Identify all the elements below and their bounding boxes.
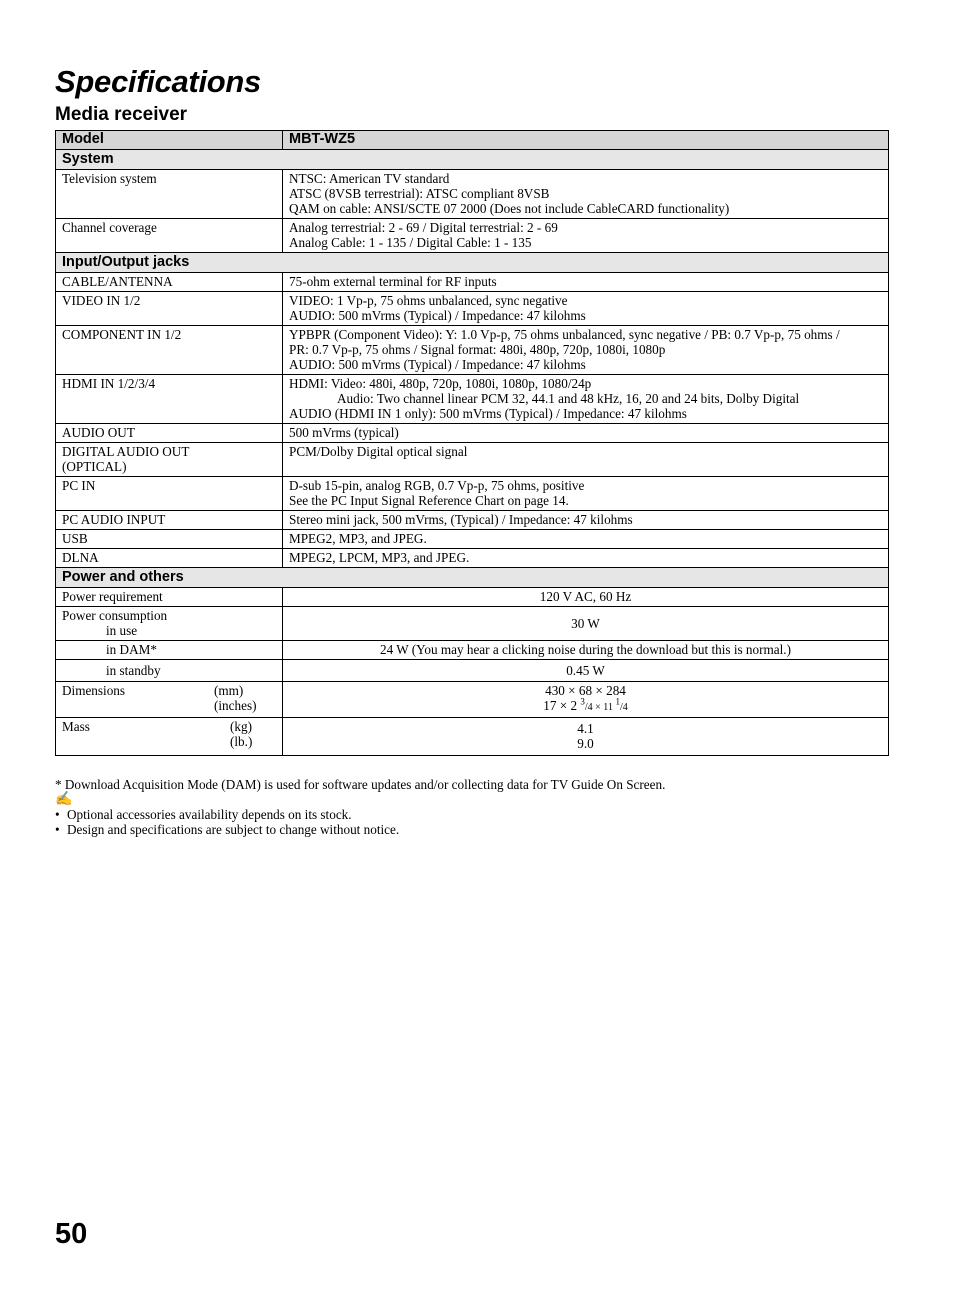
label-line: Power consumption [62, 608, 168, 623]
value-line: Analog terrestrial: 2 - 69 / Digital terrestrial: 2 - 69 [289, 220, 558, 235]
label-line: DIGITAL AUDIO OUT [62, 444, 190, 459]
value-line: PR: 0.7 Vp-p, 75 ohms / Signal format: 480i, 480p, 720p, 1080i, 1080p [289, 342, 666, 357]
value-line: AUDIO: 500 mVrms (Typical) / Impedance: 47 kilohms [289, 308, 586, 323]
value-line: 430 × 68 × 284 [545, 683, 626, 698]
table-row [56, 170, 889, 219]
row-label: AUDIO OUT [56, 424, 283, 443]
row-value: 120 V AC, 60 Hz [283, 588, 889, 607]
group-title: Input/Output jacks [56, 253, 889, 273]
row-value [283, 375, 889, 424]
row-value [283, 477, 889, 511]
value-line: D-sub 15-pin, analog RGB, 0.7 Vp-p, 75 ohms, positive [289, 478, 585, 493]
row-value: MPEG2, LPCM, MP3, and JPEG. [283, 549, 889, 568]
row-label [56, 682, 283, 718]
row-value: 75-ohm external terminal for RF inputs [283, 273, 889, 292]
value-line: See the PC Input Signal Reference Chart on page 14. [289, 493, 569, 508]
row-label: CABLE/ANTENNA [56, 273, 283, 292]
group-title: Power and others [56, 568, 889, 588]
row-value [283, 219, 889, 253]
list-item [55, 822, 895, 837]
notes-section [55, 777, 895, 837]
row-label: Power requirement [56, 588, 283, 607]
table-row [56, 292, 889, 326]
row-value: Stereo mini jack, 500 mVrms, (Typical) / Impedance: 47 kilohms [283, 511, 889, 530]
table-row [56, 273, 889, 292]
table-row [56, 443, 889, 477]
row-value: 30 W [283, 607, 889, 641]
table-row [56, 477, 889, 511]
row-label [56, 660, 283, 682]
dimensions-label: Dimensions [62, 683, 126, 698]
bullet-text: Optional accessories availability depends on its stock. [67, 807, 352, 822]
row-label: PC IN [56, 477, 283, 511]
value-line: AUDIO (HDMI IN 1 only): 500 mVrms (Typical) / Impedance: 47 kilohms [289, 406, 687, 421]
group-input-output [56, 253, 889, 273]
bullet-icon: • [55, 822, 60, 837]
value-line: ATSC (8VSB terrestrial): ATSC compliant 8VSB [289, 186, 550, 201]
label-line: in standby [106, 663, 161, 678]
model-header: Model [56, 131, 283, 150]
row-value [283, 718, 889, 756]
bullet-icon: • [55, 807, 60, 822]
table-row [56, 219, 889, 253]
table-row [56, 607, 889, 641]
row-value: PCM/Dolby Digital optical signal [283, 443, 889, 477]
table-row [56, 660, 889, 682]
unit-label: (inches) [214, 698, 257, 713]
table-header-row [56, 131, 889, 150]
row-label [56, 443, 283, 477]
value-line: Analog Cable: 1 - 135 / Digital Cable: 1 - 135 [289, 235, 532, 250]
label-line: in DAM* [106, 642, 157, 657]
fraction-numerator: 1 [615, 696, 620, 707]
value-line: Audio: Two channel linear PCM 32, 44.1 and 48 kHz, 16, 20 and 24 bits, Dolby Digital [337, 391, 800, 406]
table-row [56, 375, 889, 424]
table-row [56, 530, 889, 549]
table-row [56, 511, 889, 530]
row-label [56, 641, 283, 660]
list-item [55, 807, 895, 822]
mass-label: Mass [62, 719, 90, 734]
row-value [283, 326, 889, 375]
specifications-table [55, 130, 889, 756]
bullet-text: Design and specifications are subject to change without notice. [67, 822, 400, 837]
row-label: HDMI IN 1/2/3/4 [56, 375, 283, 424]
value-line: 9.0 [577, 736, 594, 751]
row-label: USB [56, 530, 283, 549]
table-row [56, 326, 889, 375]
table-row [56, 641, 889, 660]
value-line: VIDEO: 1 Vp-p, 75 ohms unbalanced, sync negative [289, 293, 568, 308]
section-title: Media receiver [55, 104, 188, 125]
row-label: PC AUDIO INPUT [56, 511, 283, 530]
row-label: Channel coverage [56, 219, 283, 253]
value-line: NTSC: American TV standard [289, 171, 450, 186]
table-row [56, 718, 889, 756]
value-line: AUDIO: 500 mVrms (Typical) / Impedance: 47 kilohms [289, 357, 586, 372]
label-line: (OPTICAL) [62, 459, 127, 474]
table-row [56, 588, 889, 607]
row-label [56, 718, 283, 756]
value-line: QAM on cable: ANSI/SCTE 07 2000 (Does not include CableCARD functionality) [289, 201, 730, 216]
row-value [283, 170, 889, 219]
row-label: Television system [56, 170, 283, 219]
fraction-part: 17 × 2 [543, 698, 581, 713]
value-line: HDMI: Video: 480i, 480p, 720p, 1080i, 1080p, 1080/24p [289, 376, 592, 391]
group-power [56, 568, 889, 588]
row-value: 0.45 W [283, 660, 889, 682]
fraction-part: /4 × 11 [584, 702, 616, 713]
row-label: DLNA [56, 549, 283, 568]
row-label: VIDEO IN 1/2 [56, 292, 283, 326]
value-line: 4.1 [577, 721, 594, 736]
group-system [56, 150, 889, 170]
fraction-numerator: 3 [580, 696, 585, 707]
label-line: in use [106, 623, 138, 638]
row-label [56, 607, 283, 641]
group-title: System [56, 150, 889, 170]
row-value [283, 292, 889, 326]
row-label: COMPONENT IN 1/2 [56, 326, 283, 375]
table-row [56, 424, 889, 443]
table-row [56, 682, 889, 718]
footnote: * Download Acquisition Mode (DAM) is used for software updates and/or collecting data for TV Guide On Screen. [55, 777, 666, 792]
row-value: 24 W (You may hear a clicking noise during the download but this is normal.) [283, 641, 889, 660]
page-number: 50 [55, 1218, 88, 1250]
note-pencil-icon: ✍ [55, 792, 73, 807]
unit-label: (kg) [230, 719, 252, 734]
table-row [56, 549, 889, 568]
page-title: Specifications [55, 64, 261, 99]
fraction-part: /4 [619, 702, 628, 713]
row-value [283, 682, 889, 718]
row-value: MPEG2, MP3, and JPEG. [283, 530, 889, 549]
value-line [289, 698, 882, 715]
unit-label: (lb.) [230, 734, 253, 749]
row-value: 500 mVrms (typical) [283, 424, 889, 443]
model-value: MBT-WZ5 [283, 131, 889, 150]
value-line: YPBPR (Component Video): Y: 1.0 Vp-p, 75 ohms unbalanced, sync negative / PB: 0.7 Vp-p, 75 ohms / [289, 327, 840, 342]
unit-label: (mm) [214, 683, 244, 698]
